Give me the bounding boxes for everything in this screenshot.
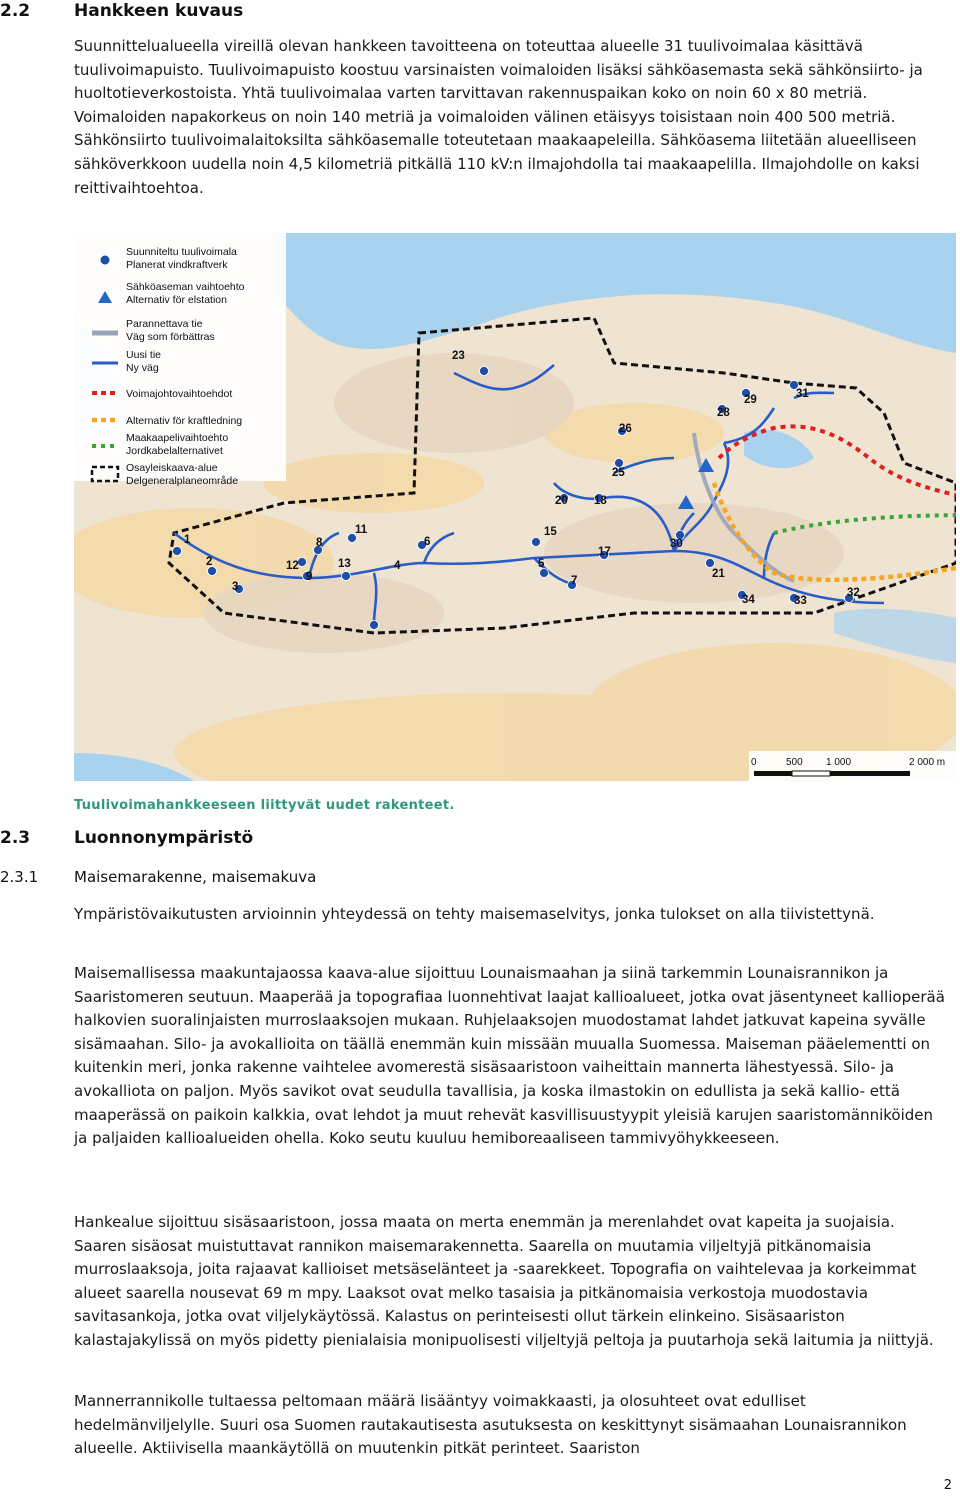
legend-label: Suunniteltu tuulivoimala	[126, 246, 237, 258]
legend-label: Väg som förbättras	[126, 331, 215, 343]
turbine-label: 17	[598, 546, 611, 558]
scale-tick: 1 000	[826, 757, 852, 768]
turbine-label: 2	[206, 556, 213, 568]
section-number-2-3-1: 2.3.1	[0, 868, 39, 886]
section-number-2-2: 2.2	[0, 1, 31, 21]
turbine-label: 21	[712, 568, 725, 580]
paragraph-landscape-2: Maisemallisessa maakuntajaossa kaava-alue sijoittuu Lounaismaahan ja siinä tarkemmin Lounaisrannikon ja Saaristomeren seutuun. Maaperää ja topografiaa luonnehtivat laajat kallioalueet, jotka ovat jäsentyneet kallioperää halkovien suoralinjaisten murroslaaksojen mukaan. Ruhjelaaksojen muodostamat lahdet jatkuvat kapeina syvälle sisämaahan. Silo- ja avokallioita on täällä enemmän kuin missään muualla Suomessa. Maiseman pääelementti on kuitenkin meri, jonka rakenne vaihtelee avomerestä sisäsaaristoon vaiheittain mannerta lähestyessä. Silo- ja avokalliota on paljon. Myös savikot ovat seudulla tavallisia, ja koska ilmastokin on edullista ja sekä kallio- että maaperässä on paikoin kalkkia, ovat lehdot ja muut rehevät kasvillisuustyypit yleisiä karujen saaristomänniköiden ja paljaiden kallioalueiden ohella. Koko seutu kuuluu hemiboreaaliseen tammivyöhykkeeseen.	[74, 964, 945, 1148]
legend-label: Uusi tie	[126, 349, 162, 361]
legend-label: Jordkabelalternativet	[126, 445, 223, 457]
scale-tick: 2 000 m	[909, 757, 946, 768]
section-title-2-3: Luonnonympäristö	[74, 828, 254, 848]
turbine-label: 6	[424, 536, 431, 548]
turbine-label: 11	[355, 524, 368, 536]
section-title-2-3-1: Maisemarakenne, maisemakuva	[74, 868, 317, 886]
turbine-label: 3	[232, 581, 239, 593]
turbine-label: 28	[717, 407, 730, 419]
turbine-label: 18	[594, 495, 607, 507]
legend-label: Parannettava tie	[126, 318, 203, 330]
map-scale-bar	[749, 751, 956, 781]
legend-label: Voimajohtovaihtoehdot	[126, 388, 233, 400]
turbine-label: 33	[794, 595, 807, 607]
legend-label: Planerat vindkraftverk	[126, 259, 228, 271]
turbine-label: 31	[796, 388, 809, 400]
paragraph-project-description: Suunnittelualueella vireillä olevan hankkeen tavoitteena on toteuttaa alueelle 31 tuulivoimalaa käsittävä tuulivoimapuisto. Tuulivoimapuisto koostuu varsinaisten voimaloiden lisäksi sähköasemasta sekä sähkönsiirto- ja huoltotieverkostoista. Yhtä tuulivoimalaa varten tarvittavan rakennuspaikan koko on noin 60 x 80 metriä. Voimaloiden napakorkeus on noin 140 metriä ja voimaloiden välinen etäisyys toisistaan noin 400 500 metriä. Sähkönsiirto tuulivoimalaitoksilta sähköasemalle toteutetaan maakaapeleilla. Sähköasema liitetään alueelliseen sähköverkkoon uudella noin 4,5 kilometriä pitkällä 110 kV:n ilmajohdolla tai maakaapelilla. Ilmajohdolle on kaksi reittivaihtoehtoa.	[74, 37, 923, 197]
turbine-label: 9	[306, 571, 313, 583]
legend-label: Ny väg	[126, 362, 159, 374]
paragraph-landscape-4: Mannerrannikolle tultaessa peltomaan määrä lisääntyy voimakkaasti, ja olosuhteet ovat edulliset hedelmänviljelylle. Suuri osa Suomen rautakautisesta asutuksesta on keskittynyt sisämaahan Lounaisrannikon alueelle. Aktiivisella maankäytöllä on muutenkin pitkät perinteet. Saariston	[74, 1392, 907, 1458]
turbine-dot-icon	[101, 256, 110, 265]
turbine-label: 25	[612, 467, 625, 479]
project-map	[74, 233, 956, 781]
turbine-label: 8	[316, 537, 323, 549]
turbine-label: 5	[538, 558, 545, 570]
legend-label: Alternativ för elstation	[126, 294, 227, 306]
scale-tick: 500	[786, 757, 803, 768]
page-number: 2	[943, 1478, 952, 1493]
turbine-label: 32	[847, 587, 860, 599]
turbine-label: 12	[286, 560, 299, 572]
paragraph-landscape-1: Ympäristövaikutusten arvioinnin yhteydessä on tehty maisemaselvitys, jonka tulokset on alla tiivistettynä.	[74, 905, 875, 923]
legend-label: Delgeneralplaneområde	[126, 475, 239, 487]
turbine-label: 13	[338, 558, 351, 570]
figure-caption: Tuulivoimahankkeeseen liittyvät uudet rakenteet.	[74, 798, 455, 813]
turbine-label: 29	[744, 394, 757, 406]
turbine-label: 1	[184, 534, 191, 546]
turbine-label: 4	[394, 560, 401, 572]
legend-label: Sähköaseman vaihtoehto	[126, 281, 245, 293]
turbine-label: 23	[452, 350, 465, 362]
section-number-2-3: 2.3	[0, 828, 31, 848]
turbine-label: 20	[555, 495, 568, 507]
turbine-label: 34	[742, 594, 755, 606]
section-title-2-2: Hankkeen kuvaus	[74, 1, 244, 21]
paragraph-landscape-3: Hankealue sijoittuu sisäsaaristoon, jossa maata on merta enemmän ja merenlahdet ovat kapeita ja suojaisia. Saaren sisäosat muistuttavat rannikon maisemarakennetta. Saarella on muutamia viljeltyjä pitkänomaisia murroslaaksoja, joita rajaavat kallioiset metsäselänteet ja -saarekkeet. Topografia on vaihtelevaa ja korkeimmat alueet saarella nousevat 69 m mpy. Laaksot ovat melko tasaisia ja pitkänomaisia verkostoja muodostavia savitasankoja, jotka ovat viljelykäytössä. Kalastus on perinteisesti ollut tärkein elinkeino. Sisäsaariston kalastajakylissä on myös pidetty pienialaisia monipuolisesti viljeltyjä peltoja ja puutarhoja sekä laitumia ja niittyjä.	[74, 1213, 934, 1349]
turbine-label: 15	[544, 526, 557, 538]
turbine-label: 30	[670, 538, 683, 550]
scale-tick: 0	[751, 757, 757, 768]
legend-label: Alternativ för kraftledning	[126, 415, 243, 427]
legend-label: Maakaapelivaihtoehto	[126, 432, 229, 444]
legend-label: Osayleiskaava-alue	[126, 462, 218, 474]
turbine-label: 7	[571, 575, 578, 587]
map-legend	[74, 233, 286, 487]
turbine-label: 26	[619, 423, 632, 435]
